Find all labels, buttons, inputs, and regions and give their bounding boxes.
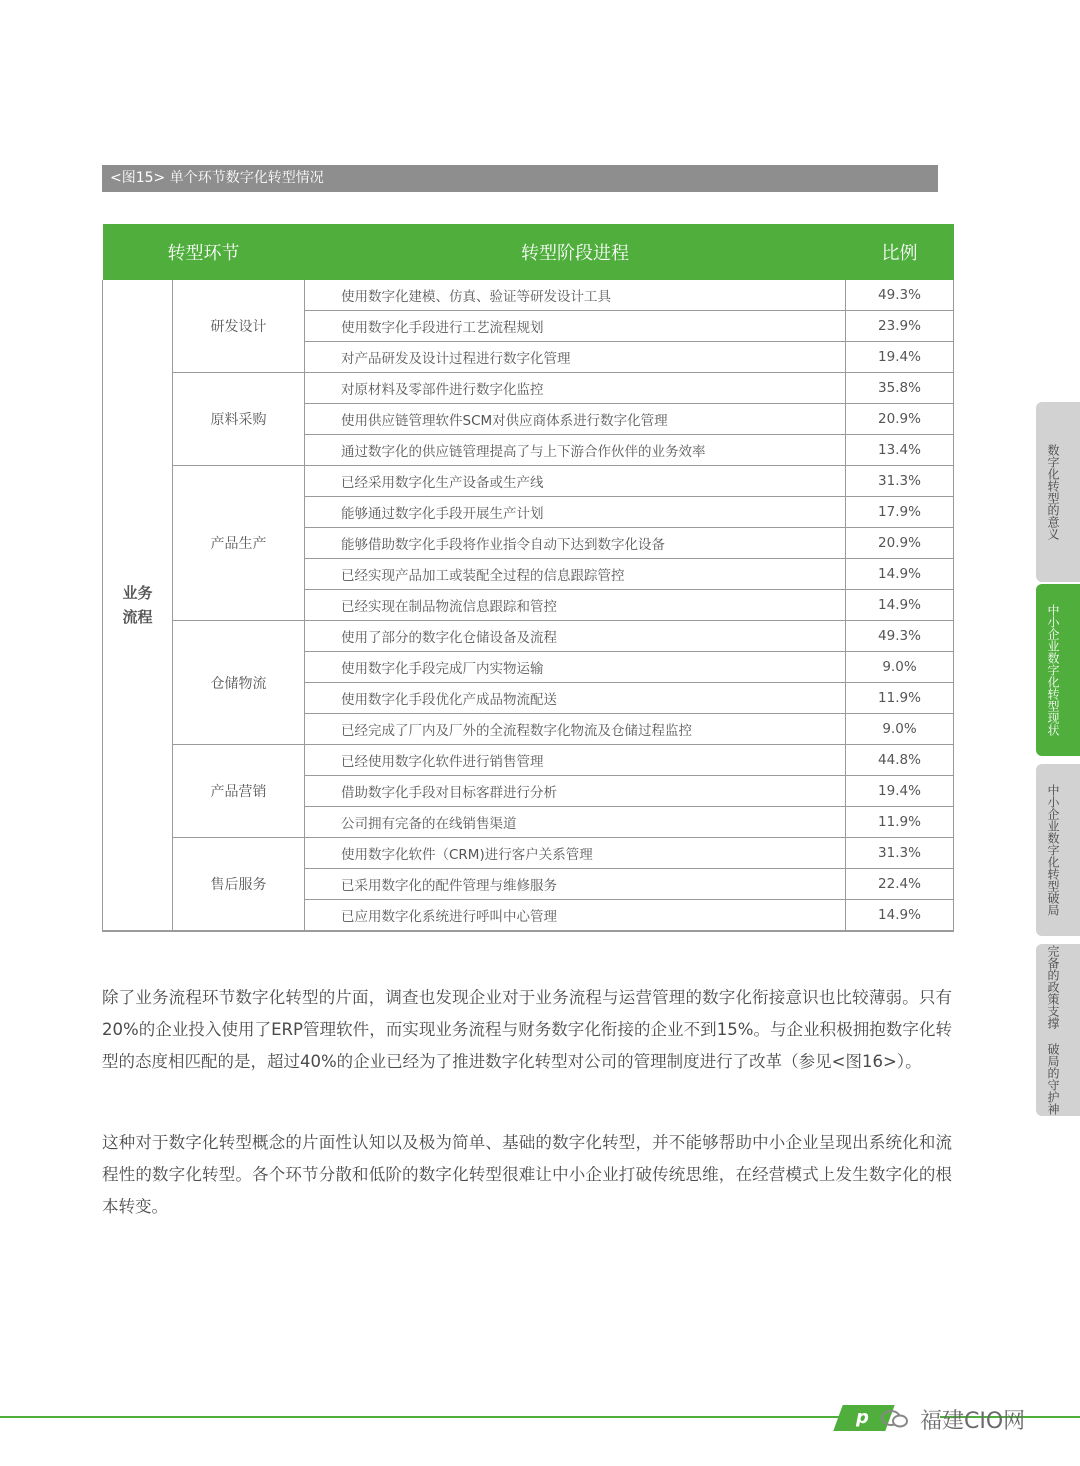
header-ratio: 比例 <box>846 224 954 280</box>
ratio-cell: 19.4% <box>846 342 954 373</box>
side-tab-policy-support[interactable]: 完备的政策支撑 破局的守护神 <box>1036 944 1080 1116</box>
stage-cell: 已采用数字化的配件管理与维修服务 <box>305 869 846 900</box>
ratio-cell: 44.8% <box>846 745 954 776</box>
ratio-cell: 19.4% <box>846 776 954 807</box>
ratio-cell: 9.0% <box>846 714 954 745</box>
table-row <box>103 838 954 869</box>
stage-cell: 能够通过数字化手段开展生产计划 <box>305 497 846 528</box>
body-paragraph-1: 除了业务流程环节数字化转型的片面，调查也发现企业对于业务流程与运营管理的数字化衔接意识也比较薄弱。只有20%的企业投入使用了ERP管理软件，而实现业务流程与财务数字化衔接的企业不到15%。与企业积极拥抱数字化转型的态度相匹配的是，超过40%的企业已经为了推进数字化转型对公司的管理制度进行了改革（参见<图16>）。 <box>102 988 952 1071</box>
stage-cell: 使用数字化手段优化产成品物流配送 <box>305 683 846 714</box>
segment-cell: 售后服务 <box>173 838 305 932</box>
side-tab-breakthrough[interactable]: 中小企业数字化转型破局 <box>1036 764 1080 936</box>
table-row <box>103 466 954 497</box>
stage-cell: 已经完成了厂内及厂外的全流程数字化物流及仓储过程监控 <box>305 714 846 745</box>
stage-cell: 通过数字化的供应链管理提高了与上下游合作伙伴的业务效率 <box>305 435 846 466</box>
stage-cell: 对原材料及零部件进行数字化监控 <box>305 373 846 404</box>
stage-cell: 已应用数字化系统进行呼叫中心管理 <box>305 900 846 932</box>
stage-cell: 使用数字化软件（CRM)进行客户关系管理 <box>305 838 846 869</box>
footer-divider <box>0 1416 850 1418</box>
table-header-row <box>103 224 954 280</box>
ratio-cell: 9.0% <box>846 652 954 683</box>
ratio-cell: 22.4% <box>846 869 954 900</box>
stage-cell: 使用了部分的数字化仓储设备及流程 <box>305 621 846 652</box>
ratio-cell: 31.3% <box>846 838 954 869</box>
ratio-cell: 13.4% <box>846 435 954 466</box>
ratio-cell: 23.9% <box>846 311 954 342</box>
stage-cell: 已经实现产品加工或装配全过程的信息跟踪管控 <box>305 559 846 590</box>
table-row <box>103 621 954 652</box>
segment-cell: 产品营销 <box>173 745 305 838</box>
stage-cell: 已经使用数字化软件进行销售管理 <box>305 745 846 776</box>
ratio-cell: 35.8% <box>846 373 954 404</box>
ratio-cell: 17.9% <box>846 497 954 528</box>
ratio-cell: 31.3% <box>846 466 954 497</box>
ratio-cell: 14.9% <box>846 900 954 932</box>
side-tab-current-status[interactable]: 中小企业数字化转型现状 <box>1036 584 1080 756</box>
header-stage: 转型阶段进程 <box>305 224 846 280</box>
figure-caption: <图15> 单个环节数字化转型情况 <box>102 165 938 192</box>
category-label: 业务流程 <box>122 584 153 626</box>
watermark-text: 福建CIO网 <box>920 1409 1026 1434</box>
table-row <box>103 280 954 311</box>
ratio-cell: 20.9% <box>846 528 954 559</box>
table-row <box>103 745 954 776</box>
segment-cell: 产品生产 <box>173 466 305 621</box>
stage-cell: 已经实现在制品物流信息跟踪和管控 <box>305 590 846 621</box>
table-row <box>103 373 954 404</box>
ratio-cell: 20.9% <box>846 404 954 435</box>
body-paragraph-2: 这种对于数字化转型概念的片面性认知以及极为简单、基础的数字化转型，并不能够帮助中小企业呈现出系统化和流程性的数字化转型。各个环节分散和低阶的数字化转型很难让中小企业打破传统思维，在经营模式上发生数字化的根本转变。 <box>102 1133 952 1216</box>
footer-page-letter: p <box>856 1407 869 1428</box>
wechat-icon <box>880 1408 910 1430</box>
segment-cell: 原料采购 <box>173 373 305 466</box>
table-body <box>103 280 954 931</box>
ratio-cell: 11.9% <box>846 807 954 838</box>
stage-cell: 使用供应链管理软件SCM对供应商体系进行数字化管理 <box>305 404 846 435</box>
ratio-cell: 14.9% <box>846 559 954 590</box>
stage-cell: 能够借助数字化手段将作业指令自动下达到数字化设备 <box>305 528 846 559</box>
segment-cell: 研发设计 <box>173 280 305 373</box>
side-tab-significance[interactable]: 数字化转型的意义 <box>1036 402 1080 582</box>
digital-transformation-table <box>102 224 954 932</box>
stage-cell: 已经采用数字化生产设备或生产线 <box>305 466 846 497</box>
stage-cell: 公司拥有完备的在线销售渠道 <box>305 807 846 838</box>
stage-cell: 使用数字化手段进行工艺流程规划 <box>305 311 846 342</box>
stage-cell: 使用数字化手段完成厂内实物运输 <box>305 652 846 683</box>
stage-cell: 对产品研发及设计过程进行数字化管理 <box>305 342 846 373</box>
stage-cell: 使用数字化建模、仿真、验证等研发设计工具 <box>305 280 846 311</box>
ratio-cell: 49.3% <box>846 621 954 652</box>
segment-cell: 仓储物流 <box>173 621 305 745</box>
header-segment: 转型环节 <box>103 224 305 280</box>
category-cell <box>103 280 173 931</box>
ratio-cell: 14.9% <box>846 590 954 621</box>
ratio-cell: 11.9% <box>846 683 954 714</box>
ratio-cell: 49.3% <box>846 280 954 311</box>
stage-cell: 借助数字化手段对目标客群进行分析 <box>305 776 846 807</box>
